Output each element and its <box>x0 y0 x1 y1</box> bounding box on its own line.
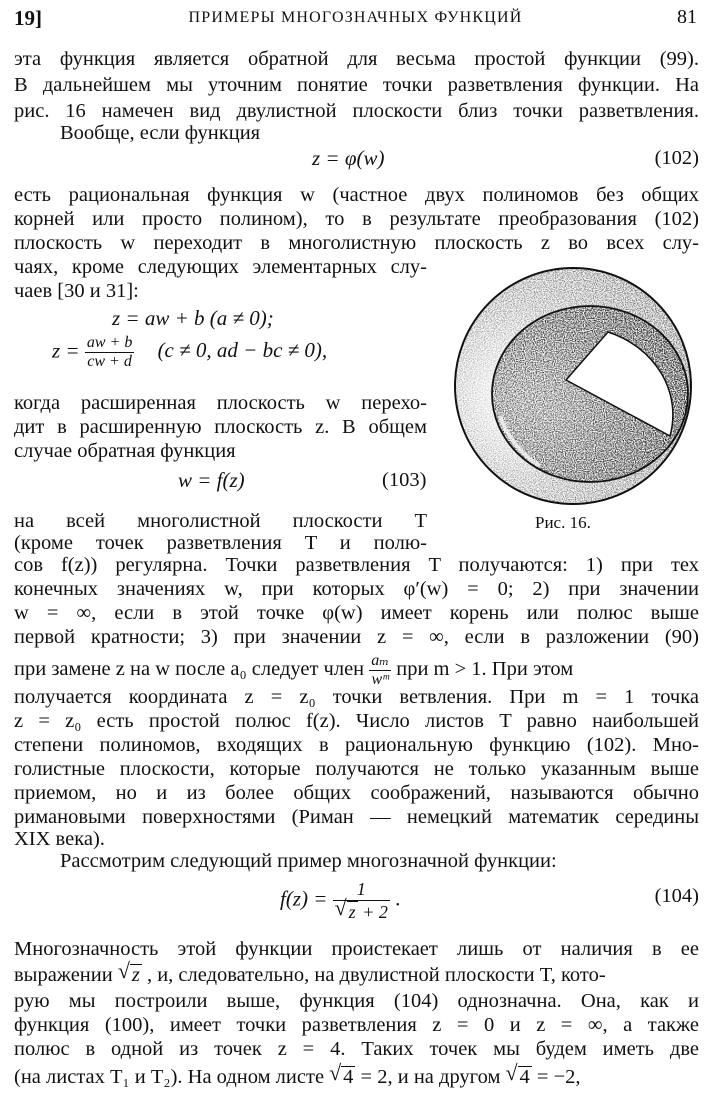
text-line: чаев [30 и 31]: <box>14 280 139 302</box>
text-line: сов f(z)) регулярна. Точки разветвления T получаются: 1) при тех <box>14 554 699 576</box>
mobius-lhs: z = <box>52 338 80 363</box>
f104-denominator: √ z + 2 <box>334 895 388 922</box>
text-line: В дальнейшем мы уточним понятие точки разветвления функции. На <box>14 74 699 96</box>
running-header <box>14 6 697 32</box>
text-line: полюс в одной из точек z = 4. Таких точек мы будем иметь две <box>14 1038 699 1060</box>
text-segment: при m > 1. При этом <box>396 658 574 681</box>
f104-fraction <box>333 878 390 923</box>
text-segment: , и, следовательно, на двулистной плоскости T, кото- <box>146 964 606 986</box>
text-line: (кроме точек разветвления T и полю- <box>14 532 427 554</box>
formula-linear: z = aw + b (a ≠ 0); <box>112 306 274 330</box>
section-number: 19] <box>14 6 42 30</box>
text-line: плоскость w переходит в многолистную плоскость z во всех слу- <box>14 232 699 254</box>
f104-lhs: f(z) = <box>280 886 328 911</box>
text-line <box>14 958 699 988</box>
text-line: корней или просто полином), то в результате преобразования (102) <box>14 208 699 230</box>
text-line: z = z₀ есть простой полюс f(z). Число листов T равно наибольшей <box>14 710 699 732</box>
equation-number-103: (103) <box>382 469 427 491</box>
formula-104 <box>280 878 400 923</box>
formula-mobius <box>52 334 327 371</box>
term-denominator: wᵐ <box>371 671 389 688</box>
text-line: на всей многолистной плоскости T <box>14 510 427 532</box>
text-line: получается координата z = z₀ точки ветвления. При m = 1 точка <box>14 686 699 708</box>
mobius-denominator: cw + d <box>87 353 132 370</box>
mobius-fraction <box>85 334 134 371</box>
text-line: чаях, кроме следующих элементарных слу- <box>14 256 427 278</box>
text-line: римановыми поверхностями (Риман — немецкий математик середины <box>14 806 699 828</box>
figure-caption: Рис. 16. <box>535 513 591 532</box>
text-line: когда расширенная плоскость w перехо- <box>14 392 427 414</box>
text-segment: (на листах T₁ и T₂). На одном листе <box>14 1066 325 1088</box>
text-line: Рассмотрим следующий пример многозначной функции: <box>60 850 557 872</box>
text-line: XIX века). <box>14 828 105 850</box>
text-line: рис. 16 намечен вид двулистной плоскости близ точки разветвления. <box>14 100 699 122</box>
text-line <box>14 1060 699 1090</box>
text-line: есть рациональная функция w (частное двух полиномов без общих <box>14 184 699 206</box>
text-line: рую мы построили выше, функция (104) однозначна. Она, как и <box>14 990 699 1012</box>
text-line: первой кратности; 3) при значении z = ∞, если в разложении (90) <box>14 626 699 648</box>
text-line: Вообще, если функция <box>60 122 261 144</box>
formula-102: z = φ(w) <box>312 146 385 170</box>
text-segment: = −2, <box>536 1066 581 1088</box>
text-line: Многозначность этой функции проистекает лишь от наличия в ее <box>14 938 699 960</box>
f104-numerator: 1 <box>333 878 390 901</box>
sqrt-4-a: √ 4 <box>329 1060 354 1088</box>
text-line: эта функция является обратной для весьма простой функции (99). <box>14 48 699 70</box>
sqrt-z-radical: √ z <box>334 895 356 922</box>
text-line: конечных значениях w, при которых φ′(w) = 0; 2) при значении <box>14 578 699 600</box>
text-line: функция (100), имеет точки разветвления z = 0 и z = ∞, а также <box>14 1014 699 1036</box>
running-title: ПРИМЕРЫ МНОГОЗНАЧНЫХ ФУНКЦИЙ <box>188 9 523 26</box>
sqrt-z-inline: √ z <box>117 958 140 986</box>
text-segment: = 2, и на другом <box>360 1066 501 1088</box>
two-sheet-plane-figure <box>440 266 710 510</box>
text-line: степени полиномов, входящих в рациональную функцию (102). Мно- <box>14 734 699 756</box>
equation-number-104: (104) <box>654 885 699 907</box>
text-line: голистные плоскости, которые получаются не только указанным выше <box>14 758 699 780</box>
text-line: w = ∞, если в этой точке φ(w) имеет корень или полюс выше <box>14 602 699 624</box>
sqrt-4-b: √ 4 <box>505 1060 530 1088</box>
text-line: приемом, но и из более общих соображений, называются обычно <box>14 782 699 804</box>
formula-103: w = f(z) <box>178 468 245 492</box>
text-line: случае обратная функция <box>14 440 236 462</box>
f104-dot: . <box>395 886 401 911</box>
term-numerator: aₘ <box>371 652 390 669</box>
mobius-condition: (c ≠ 0, ad − bc ≠ 0), <box>157 338 328 363</box>
text-line: дит в расширенную плоскость z. В общем <box>14 416 427 438</box>
page-number: 81 <box>677 6 697 28</box>
mobius-numerator: aw + b <box>86 334 133 351</box>
equation-number-102: (102) <box>654 147 699 169</box>
text-segment: выражении <box>14 964 113 986</box>
text-segment: при замене z на w после a₀ следует член <box>14 658 365 681</box>
